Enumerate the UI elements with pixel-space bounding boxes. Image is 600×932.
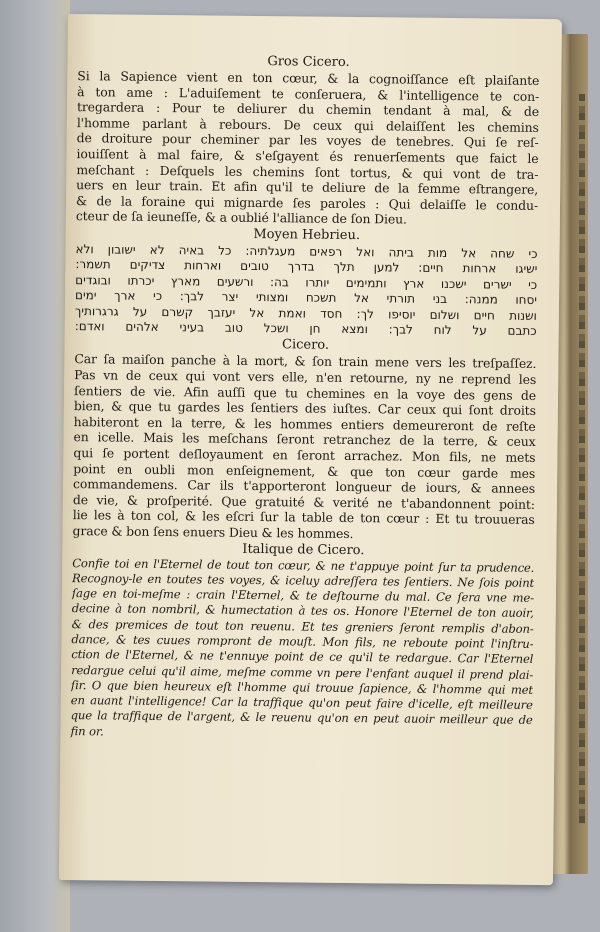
text-line: grace & bon ſens enuers Dieu & les hommes. — [72, 522, 354, 541]
italic-line: redargue celui qu'il aime, meſme comme vn pere l'enfant auquel il prend plai- — [71, 662, 534, 682]
text-line: Car ſa maiſon panche à la mort, & ſon train mene vers les treſpaſſez. — [74, 351, 537, 372]
hebrew-line: כי שחה אל מות ביתה ואל רפאים מעגלתיה: כל באיה לא ישובון ולא — [75, 242, 538, 261]
heading-italique-de-cicero: Italique de Cicero. — [242, 541, 365, 558]
text-line: de droiture pour cheminer par les voyes de tenebres. Qui ſe reſ- — [76, 130, 539, 151]
text-line: Pas vn de ceux qui vont vers elle, n'en retourne, ny ne reprend les — [74, 367, 537, 387]
text-line: Si la Sapience vient en ton cœur, & la cognoiſſance eſt plaiſante — [77, 68, 540, 88]
heading-cicero: Cicero. — [281, 337, 330, 354]
text-line: & de la foraine qui mignarde ſes paroles : Qui delaiſſe le condu- — [75, 192, 539, 213]
book-page — [59, 14, 562, 885]
heading-moyen-hebrieu: Moyen Hebrieu. — [253, 226, 361, 244]
hebrew-section — [75, 242, 538, 339]
running-head: Gros Cicero. — [267, 54, 350, 70]
hebrew-line: יסחו ממנה: בני תורתי אל תשכח ומצותי יצר לבך: כי ארך ימים — [74, 288, 538, 308]
french-section-2 — [73, 351, 537, 543]
text-line: commandemens. Car ils t'apporteront longueur de iours, & annees — [73, 476, 536, 497]
italic-line: Recognoy-le en toutes tes voyes, & iceluy adreſſera tes ſentiers. Ne ſois point — [72, 570, 535, 590]
french-section-1 — [76, 68, 540, 229]
text-line: point en oubli mon enſeignement, & que ton cœur garde mes — [73, 460, 536, 481]
italic-line: ſir. O que bien heureux eſt l'homme qui trouue ſapience, & l'homme qui met — [70, 677, 534, 697]
italic-line: Confie toi en l'Eternel de tout ton cœur, & ne t'appuye point ſur ta prudence. — [72, 555, 535, 575]
text-line: lie les à ton col, & les eſcri ſur la table de ton cœur : Et tu trouueras — [72, 507, 535, 528]
text-line: bien, & que tu gardes les ſentiers des iuſtes. Car ceux qui ſont droits — [73, 398, 536, 419]
text-line: habiteront en la terre, & les hommes entiers demeureront de reſte — [73, 413, 536, 434]
text-line: ſentiers de vie. Afin auſſi que tu chemines en la voye des gens de — [73, 382, 537, 403]
text-line: à ton ame : L'aduiſement te conſeruera, & l'intelligence te con- — [77, 83, 540, 104]
text-line: en icelle. Mais les meſchans ſeront retranchez de la terre, & ceux — [73, 429, 536, 450]
italic-line: ction de l'Eternel, & ne t'ennuye point de ce qu'il te redargue. Car l'Eternel — [71, 647, 534, 667]
italic-line: dance, & tes cuues rompront de mouſt. Mon fils, ne reboute point l'inſtru- — [71, 632, 534, 651]
text-line: l'homme parlant à rebours. De ceux qui delaiſſent les chemins — [76, 114, 539, 135]
hebrew-line: ושנות חיים ושלום יוסיפו לך: חסד ואמת אל יעזבך קשרם על גרגרותיך — [74, 303, 537, 323]
italic-line: & des premices de tout ton reuenu. Et tes greniers ſeront remplis d'abon- — [71, 616, 534, 636]
hebrew-line: כי ישרים ישכנו ארץ ותמימים יותרו בה: ורשעים מארץ יכרתו ובוגדים — [75, 272, 538, 292]
page-text — [70, 51, 539, 744]
hebrew-line: כתבם על לוח לבך: ומצא חן ושכל טוב בעיני אלהים ואדם: — [74, 319, 537, 338]
italic-line: decine à ton nombril, & humectation à tes os. Honore l'Eternel de ton auoir, — [71, 601, 534, 621]
text-line: de vie, & proſperité. Que gratuité & verité ne t'abandonnent point: — [72, 491, 535, 512]
text-line: meſchant : Deſquels les chemins ſont tortus, & qui vont de tra- — [76, 161, 539, 182]
text-line: qui ſe portent deſloyaument en ſeront arrachez. Mon fils, ne mets — [73, 445, 536, 465]
text-line: tregardera : Pour te deliurer du chemin tendant à mal, & de — [76, 99, 540, 120]
italic-section — [70, 556, 534, 744]
italic-line: en auant l'intelligence! Car la traffique qu'on peut faire d'icelle, eſt meilleure — [70, 693, 533, 713]
text-line: iouiſſent à mal faire, & s'eſgayent és renuerſements que faict le — [76, 146, 539, 166]
hebrew-line: ישיגו ארחות חיים: למען תלך בדרך טובים וארחות צדיקים תשמר: — [75, 257, 538, 277]
italic-line: fin or. — [70, 723, 104, 739]
text-line: cteur de ſa ieuneſſe, & a oublié l'alliance de ſon Dieu. — [75, 208, 407, 227]
italic-line: ſage en toi-meſme : crain l'Eternel, & te deſtourne du mal. Ce ſera vne me- — [71, 586, 534, 606]
text-line: uers en leur train. Et afin qu'il te deliure de la femme eſtrangere, — [76, 177, 539, 198]
italic-line: que la traffique de l'argent, & le reuenu qu'on en peut auoir meilleur que de — [70, 708, 533, 728]
